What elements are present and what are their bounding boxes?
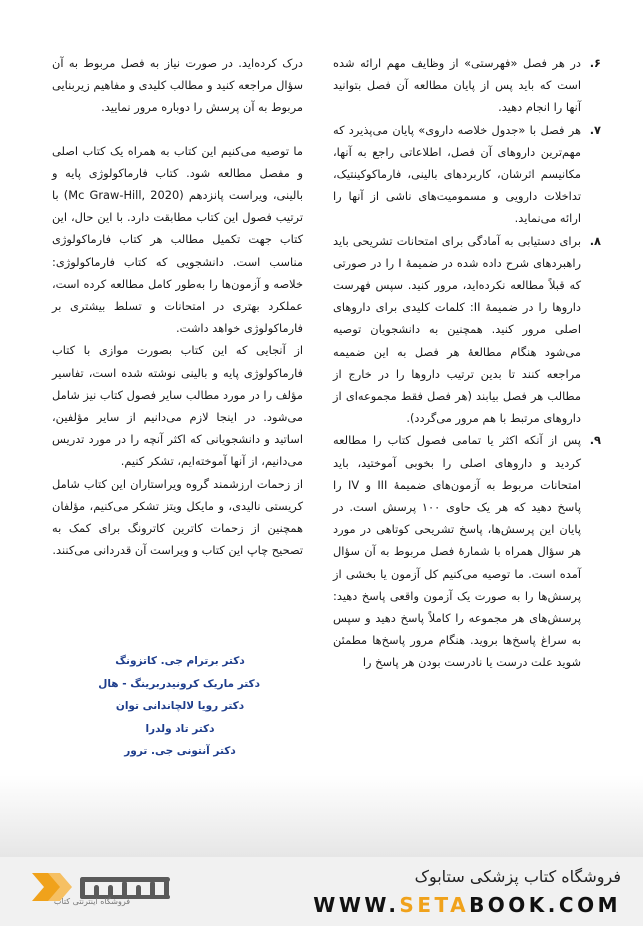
url-suffix: BOOK.COM xyxy=(469,893,621,917)
left-column xyxy=(52,52,303,561)
paragraph: از زحمات ارزشمند گروه ویراستاران این کتاب شامل کریستی نالیدی، و مایکل ویتز تشکر می‌کنیم، مؤلفان همچنین از زحمات کاترین کاترونگ برای کمک به تصحیح چاپ این کتاب و ویراست آن قدردانی می‌کنند. xyxy=(52,476,303,558)
page-bottom-shadow xyxy=(0,775,643,857)
list-item xyxy=(333,429,601,673)
item-number: ۷. xyxy=(589,122,601,137)
item-text: هر فصل با «جدول خلاصه داروی» پایان می‌پذیرد که مهم‌ترین داروهای آن فصل، اطلاعاتی راجع به آنها، مکانیسم اثرشان، کاربردهای بالینی، فارماکوکینتیک، تداخلات دارویی و مسمومیت‌های ناشی از آنها را ارائه می‌نماید. xyxy=(333,122,581,226)
item-text: پس از آنکه اکثر یا تمامی فصول کتاب را مطالعه کردید و داروهای اصلی را بخوبی آموختید، باید امتحانات مربوط به آزمون‌های ضمیمهٔ III و IV را پاسخ دهید که هر یک حاوی ۱۰۰ پرسش است. در پایان این پرسش‌ها، پاسخ تشریحی کوتاهی در مورد هر سؤال همراه با شمارهٔ فصل مربوط به آن سؤال آمده است. ما توصیه می‌کنیم کل آزمون یا بخشی از پرسش‌ها را به صورت یک آزمون واقعی پاسخ دهید: پرسش‌های هر مجموعه را کاملاً پاسخ دهید و سپس به سراغ پاسخ‌ها بروید. هنگام مرور پاسخ‌ها مطمئن شوید علت درست یا نادرست بودن هر پاسخ را xyxy=(333,433,581,670)
paragraph: درک کرده‌اید. در صورت نیاز به فصل مربوط به آن سؤال مراجعه کنید و مطالب کلیدی و مفاهیم زیربنایی مربوط به آن پرسش را دوباره مرور نمایید. xyxy=(52,56,303,115)
author-name: دکتر تاد ولدرا xyxy=(145,722,215,735)
right-column xyxy=(333,52,601,674)
author-signatures xyxy=(100,650,260,763)
store-url-link[interactable] xyxy=(313,893,621,917)
list-item xyxy=(333,52,601,119)
paragraph: از آنجایی که این کتاب بصورت موازی با کتاب فارماکولوژی پایه و بالینی نوشته شده است، تفاسیر مؤلف را در مورد مطالب سایر فصول کتاب نیز شامل می‌شود. در اینجا لازم می‌دانیم از سایر مؤلفین، اساتید و دانشجویانی که اکثر آنچه را در مورد تدریس می‌دانیم، از آنها آموخته‌ایم، تشکر کنیم. xyxy=(52,343,303,469)
item-text: در هر فصل «فهرستی» از وظایف مهم ارائه شده است که باید پس از پایان مطالعه آن فصل بتوانید آنها را انجام دهید. xyxy=(333,56,581,115)
url-accent: SETA xyxy=(399,893,470,917)
item-number: ۶. xyxy=(589,56,601,70)
item-number: ۹. xyxy=(589,433,601,448)
logo-tagline: فروشگاه اینترنتی کتاب xyxy=(53,897,131,906)
store-name: فروشگاه کتاب پزشکی ستابوک xyxy=(414,867,621,886)
author-name: دکتر ماریک کرونیدربرینگ - هال xyxy=(98,677,260,690)
author-name: دکتر رویا لالچاندانی توان xyxy=(115,700,245,713)
list-item xyxy=(333,119,601,230)
store-footer xyxy=(0,857,643,926)
url-prefix: WWW. xyxy=(313,893,400,917)
paragraph-gap xyxy=(52,119,303,140)
paragraph: ما توصیه می‌کنیم این کتاب به همراه یک کتاب اصلی و مفصل مطالعه شود. کتاب فارماکولوژی پایه و بالینی، ویراست پانزدهم (Mc Graw-Hill, 2020) با ترتیب فصول این کتاب مطابقت دارد. با این حال، این کتاب جهت تکمیل مطالب هر کتاب فارماکولوژی مناسب است. دانشجویی که کتاب فارماکولوژی: خلاصه و آزمون‌ها را به‌طور کامل مطالعه کرده است، عملکرد بهتری در امتحانات و تسلط بیشتری بر فارماکولوژی خواهد داشت. xyxy=(52,143,303,336)
setabook-logo-icon xyxy=(28,863,183,921)
item-number: ۸. xyxy=(589,233,601,248)
author-name: دکتر برترام جی. کاتزونگ xyxy=(115,655,245,667)
author-name: دکتر آنتونی جی. ترور xyxy=(124,745,236,758)
item-text: برای دستیابی به آمادگی برای امتحانات تشریحی باید راهبردهای شرح داده شده در ضمیمهٔ I را در صورتی که قبلاً مطالعه نکرده‌اید، مرور کنید. سپس فهرست داروها را در ضمیمهٔ II: کلمات کلیدی برای داروهای اصلی مرور کنید. همچنین به دانشجویان توصیه می‌شود هنگام مطالعهٔ هر فصل به این ضمیمه مراجعه کنند تا بدین ترتیب داروها را در خارج از مطالب هر فصل بیابند (هر فصل فقط مجموعه‌ای از داروهای مرتبط با هم مرور می‌گردد). xyxy=(333,233,581,426)
list-item xyxy=(333,230,601,430)
